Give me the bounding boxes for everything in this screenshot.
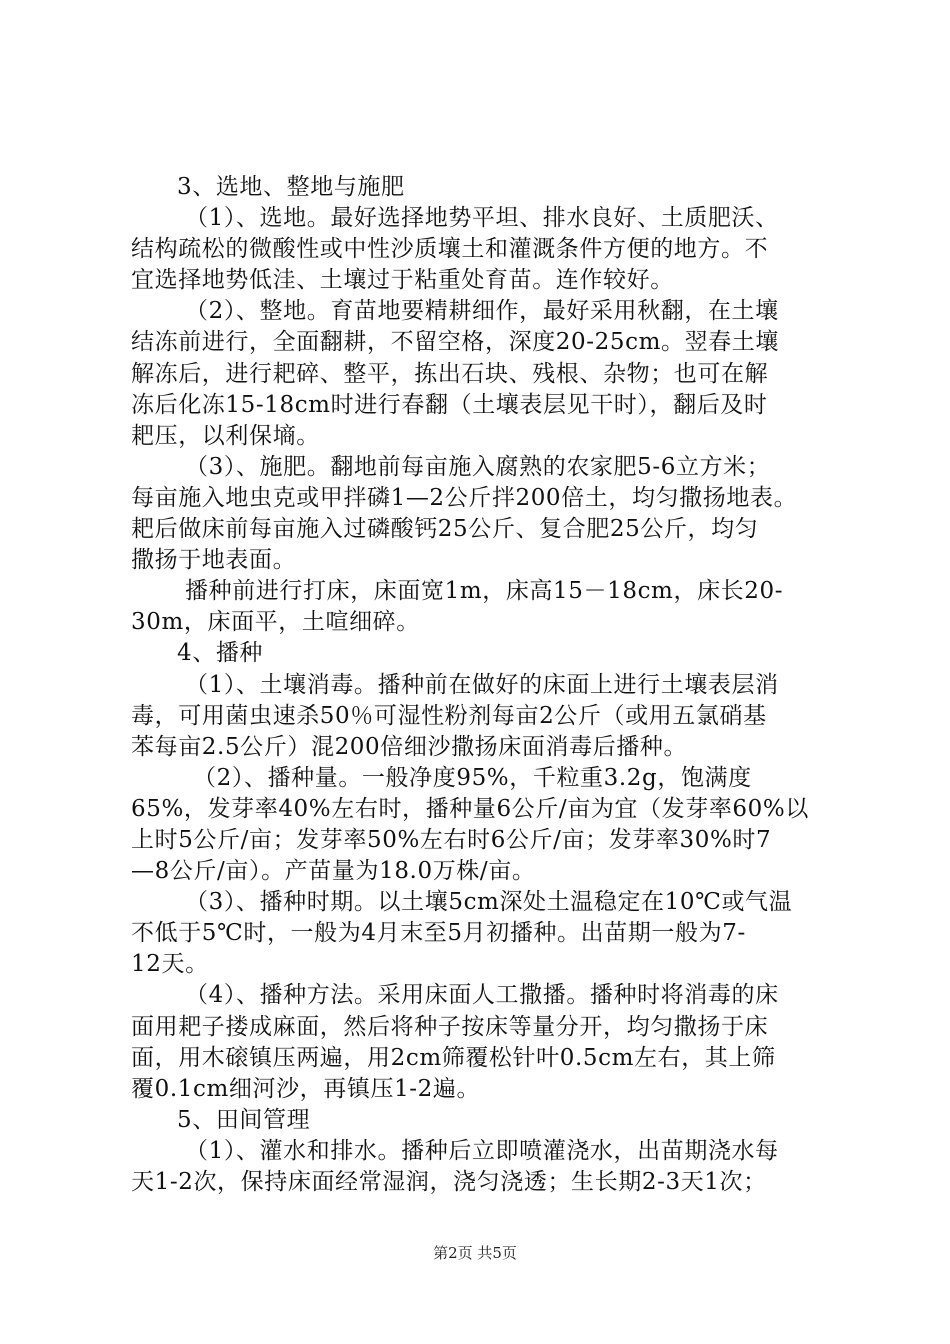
- section-heading-4: 4、播种: [177, 640, 264, 667]
- paragraph-line: 解冻后，进行耙碎、整平，拣出石块、残根、杂物；也可在解: [131, 360, 769, 387]
- paragraph-line: 12天。: [131, 951, 209, 978]
- paragraph-line: （1）、灌水和排水。播种后立即喷灌浇水，出苗期浇水每: [185, 1137, 779, 1164]
- paragraph-line: —8公斤/亩）。产苗量为18.0万株/亩。: [131, 858, 536, 885]
- section-heading-3: 3、选地、整地与施肥: [177, 174, 405, 200]
- paragraph-line: 耙压，以利保墒。: [131, 422, 320, 449]
- paragraph-line: 65%，发芽率40%左右时，播种量6公斤/亩为宜（发芽率60%以: [131, 795, 809, 822]
- paragraph-line: （4）、播种方法。采用床面人工撒播。播种时将消毒的床: [185, 982, 779, 1009]
- paragraph-line: 播种前进行打床，床面宽1m，床高15－18cm，床长20-: [185, 578, 784, 605]
- page-number-footer: 第2页 共5页: [433, 1244, 517, 1262]
- document-body: [131, 172, 836, 1198]
- paragraph-line: 上时5公斤/亩；发芽率50%左右时6公斤/亩；发芽率30%时7: [131, 826, 772, 853]
- paragraph-line: 面，用木磙镇压两遍，用2cm筛覆松针叶0.5cm左右，其上筛: [131, 1044, 776, 1071]
- paragraph-line: 覆0.1cm细河沙，再镇压1-2遍。: [131, 1075, 481, 1102]
- paragraph-line: 苯每亩2.5公斤）混200倍细沙撒扬床面消毒后播种。: [131, 733, 688, 760]
- paragraph-line: （3）、施肥。翻地前每亩施入腐熟的农家肥5-6立方米；: [185, 453, 771, 480]
- paragraph-line: 天1-2次，保持床面经常湿润，浇匀浇透；生长期2-3天1次；: [131, 1169, 767, 1195]
- paragraph-line: 宜选择地势低洼、土壤过于粘重处育苗。连作较好。: [131, 267, 674, 294]
- paragraph-line: 结构疏松的微酸性或中性沙质壤土和灌溉条件方便的地方。不: [131, 236, 769, 263]
- paragraph-line: 毒，可用菌虫速杀50％可湿性粉剂每亩2公斤（或用五氯硝基: [131, 702, 767, 729]
- paragraph-line: （2）、整地。育苗地要精耕细作，最好采用秋翻，在土壤: [185, 298, 779, 325]
- paragraph-line: 撒扬于地表面。: [131, 547, 297, 574]
- paragraph-line: 耙后做床前每亩施入过磷酸钙25公斤、复合肥25公斤，均匀: [131, 516, 759, 543]
- paragraph-line: 冻后化冻15-18cm时进行春翻（土壤表层见干时），翻后及时: [131, 391, 768, 418]
- paragraph-line: （1）、土壤消毒。播种前在做好的床面上进行土壤表层消: [185, 671, 779, 698]
- paragraph-line: （3）、播种时期。以土壤5cm深处土温稳定在10℃或气温: [185, 889, 793, 916]
- paragraph-line: 面用耙子搂成麻面，然后将种子按床等量分开，均匀撒扬于床: [131, 1013, 769, 1040]
- paragraph-line: 30m，床面平，土喧细碎。: [131, 609, 420, 636]
- paragraph-line: （1）、选地。最好选择地势平坦、排水良好、土质肥沃、: [185, 205, 779, 232]
- paragraph-line: （2）、播种量。一般净度95%，千粒重3.2g，饱满度: [193, 764, 752, 791]
- section-heading-5: 5、田间管理: [177, 1106, 311, 1133]
- paragraph-line: 每亩施入地虫克或甲拌磷1—2公斤拌200倍土，均匀撒扬地表。: [131, 484, 798, 511]
- paragraph-line: 结冻前进行，全面翻耕，不留空格，深度20-25cm。翌春土壤: [131, 329, 779, 356]
- paragraph-line: 不低于5℃时，一般为4月末至5月初播种。出苗期一般为7-: [131, 920, 746, 947]
